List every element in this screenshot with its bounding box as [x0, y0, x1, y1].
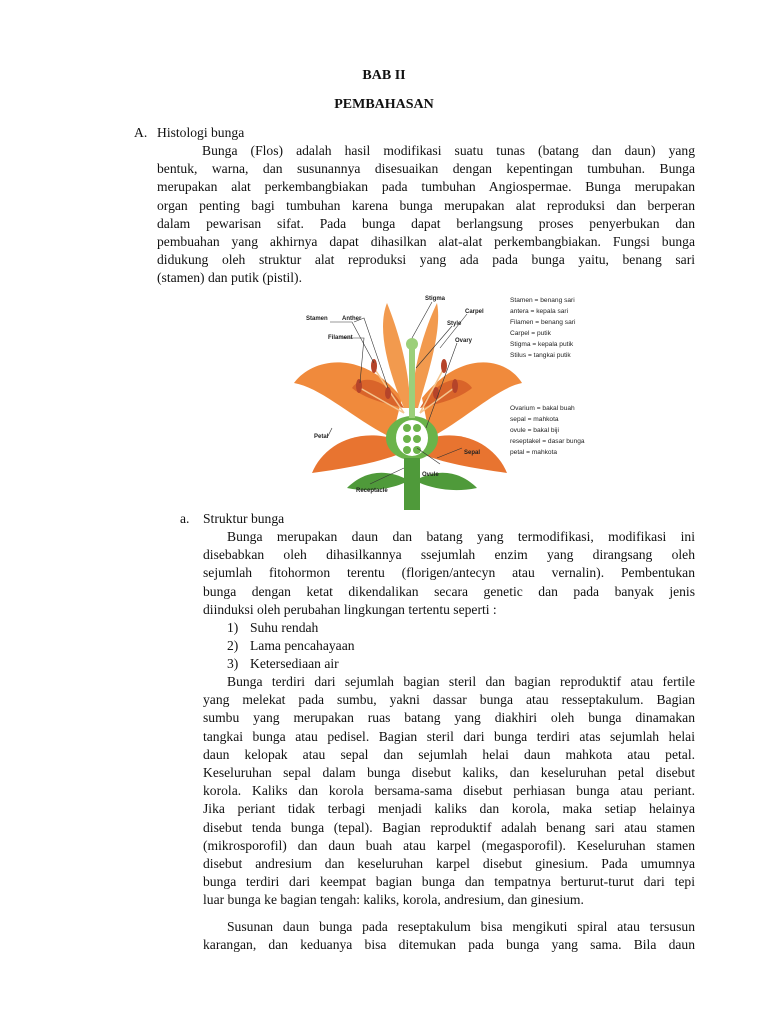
legend-bottom-item: sepal = mahkota	[510, 416, 559, 423]
legend-bottom-item: Ovarium = bakal buah	[510, 405, 575, 412]
label-receptacle: Receptacle	[356, 488, 388, 494]
body-line: bunga terdiri dari keempat bagian bunga dan tempatnya berturut-turut dari tepi	[203, 874, 695, 890]
body-line: tangkai bunga atau pedisel. Bagian steril dari bunga terdiri atas sejumlah helai	[203, 728, 695, 744]
chapter-title: BAB II	[362, 68, 406, 83]
struktur-line: sejumlah fitohormon terentu (florigen/antecyn atau vernalin). Pembentukan	[203, 565, 695, 581]
legend-top-item: Stigma = kepala putik	[510, 341, 574, 348]
label-ovary: Ovary	[455, 338, 473, 344]
legend-top-item: Stilus = tangkai putik	[510, 352, 571, 359]
body-line: Keseluruhan sepal dalam bunga disebut kaliks, dan keseluruhan petal disebut	[203, 765, 695, 781]
struktur-line: diinduksi oleh perubahan lingkungan tertentu seperti :	[203, 601, 497, 617]
legend-top-item: Stamen = benang sari	[510, 297, 575, 304]
flower-anatomy-figure	[292, 288, 608, 510]
anther-shape	[441, 359, 447, 373]
body-line: luar bunga ke bagian tengah: kaliks, korola, andresium, dan ginesium.	[203, 892, 584, 908]
intro-line: organ penting bagi tumbuhan karena bunga merupakan alat reproduksi dan berperan	[157, 197, 695, 213]
anther-shape	[371, 359, 377, 373]
label-petal: Petal	[314, 434, 329, 440]
anther-shape	[356, 379, 362, 393]
struktur-paragraph	[203, 528, 695, 619]
label-stamen: Stamen	[306, 316, 328, 322]
label-sepal: Sepal	[464, 450, 481, 456]
body-line: yang melekat pada sumbu, yakni dassar bunga atau resseptakulum. Bagian	[203, 692, 695, 708]
body-paragraph	[203, 673, 695, 910]
factor-number: 2)	[227, 638, 239, 653]
factor-text: Ketersediaan air	[250, 656, 339, 671]
section-marker: A.	[134, 125, 148, 140]
legend-top-item: antera = kepala sari	[510, 308, 569, 315]
struktur-line: bunga dengan ketat dikendalikan secara genetic dan pada banyak jenis	[203, 583, 695, 599]
stigma-shape	[406, 338, 418, 350]
label-filament: Filament	[328, 335, 353, 341]
intro-line: (stamen) dan putik (pistil).	[157, 270, 302, 286]
intro-paragraph	[157, 142, 695, 288]
legend-top-item: Filamen = benang sari	[510, 319, 576, 326]
legend-top-item: Carpel = putik	[510, 330, 551, 337]
label-anther: Anther	[342, 316, 362, 322]
legend-bottom-item: ovule = bakal biji	[510, 427, 559, 434]
section-heading: Histologi bunga	[157, 125, 245, 140]
body-line: Jika periant tidak terbagi menjadi kaliks dan korola, maka setiap helainya	[203, 801, 695, 817]
chapter-subtitle: PEMBAHASAN	[334, 97, 434, 112]
factor-text: Suhu rendah	[250, 620, 319, 635]
subsection-marker: a.	[180, 511, 190, 526]
body-line: korola. Kaliks dan korola bersama-sama disebut perhiasan bunga atau periant.	[203, 783, 695, 799]
last-paragraph	[203, 918, 695, 954]
struktur-line: Bunga merupakan daun dan batang yang termodifikasi, modifikasi ini	[227, 529, 695, 544]
struktur-line: disebabkan oleh dihasilkannya ssejumlah enzim yang dirangsang oleh	[203, 547, 695, 563]
anther-shape	[433, 387, 439, 399]
body-line: sumbu yang merupakan ruas batang yang diakhiri oleh bunga dinamakan	[203, 710, 695, 726]
stem-shape	[404, 458, 420, 510]
factor-number: 1)	[227, 620, 239, 635]
label-style: Style	[447, 321, 462, 327]
legend-bottom-item: reseptakel = dasar bunga	[510, 438, 585, 445]
subsection-heading: Struktur bunga	[203, 511, 285, 526]
intro-line: didukung oleh struktur alat reproduksi yang ada pada bunga yaitu, benang sari	[157, 252, 695, 268]
ovary-inner-shape	[396, 420, 428, 456]
intro-line: Bunga (Flos) adalah hasil modifikasi suatu tunas (batang dan daun) yang	[202, 143, 695, 158]
intro-line: pembuahan yang akhirnya dapat dihasilkan alat-alat perkembangbiakan. Fungsi bunga	[157, 234, 695, 250]
last-line: karangan, dan keduanya bisa ditemukan pada bunga yang sama. Bila daun	[203, 937, 695, 953]
factor-number: 3)	[227, 656, 239, 671]
body-line: daun kelopak atau sepal dan sejumlah helai daun mahkota atau petal.	[203, 746, 695, 762]
intro-line: bentuk, warna, dan susunannya disesuaikan dengan kepentingan tumbuhan. Bunga	[157, 161, 695, 177]
body-line: disebut tenda bunga (tepal). Bagian reproduktif adalah benang sari atau stamen	[203, 819, 695, 835]
anther-shape	[385, 387, 391, 399]
label-stigma: Stigma	[425, 296, 446, 302]
style-shape	[409, 348, 415, 418]
body-line: (mikrosporofil) dan daun buah atau karpel (megasporofil). Keseluruhan stamen	[203, 837, 695, 853]
last-line: Susunan daun bunga pada reseptakulum bisa mengikuti spiral atau tersusun	[227, 919, 695, 934]
factor-text: Lama pencahayaan	[250, 638, 355, 653]
intro-line: merupakan alat perkembangbiakan pada tumbuhan Angiospermae. Bunga merupakan	[157, 179, 695, 195]
label-ovule: Ovule	[422, 472, 439, 478]
legend-bottom-item: petal = mahkota	[510, 449, 558, 456]
body-line: Bunga terdiri dari sejumlah bagian steril dan bagian reproduktif atau fertile	[227, 674, 695, 689]
label-carpel: Carpel	[465, 309, 484, 315]
anther-shape	[452, 379, 458, 393]
intro-line: dalam pewarisan sifat. Pada bunga dapat berlangsung proses penyerbukan dan	[157, 215, 695, 231]
body-line: disebut andresium dan keseluruhan karpel disebut ginesium. Pada umumnya	[203, 856, 695, 872]
